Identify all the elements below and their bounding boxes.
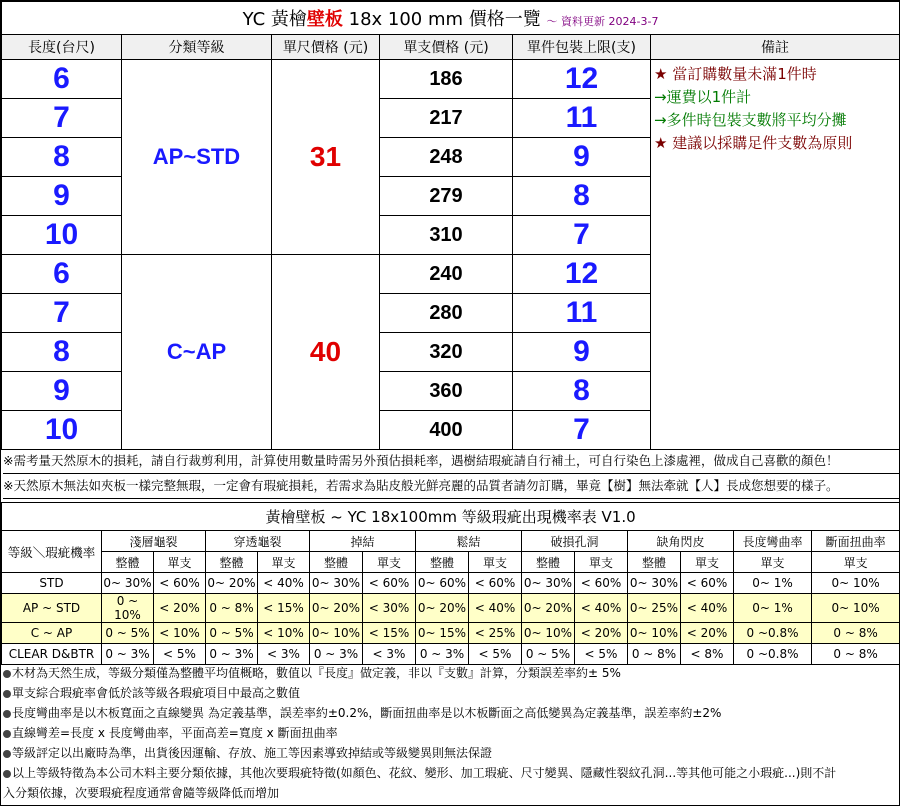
defect-row (2, 573, 900, 594)
defect-row (2, 644, 900, 665)
each-price-cell: 217 (380, 99, 513, 138)
defect-value-cell: 0~ 20% (522, 594, 575, 623)
defect-title: 黃檜壁板 ~ YC 18x100mm 等級瑕疵出現機率表 V1.0 (2, 503, 900, 531)
price-title (2, 2, 900, 35)
each-price-cell: 279 (380, 177, 513, 216)
pack-cell: 9 (513, 138, 651, 177)
category-header: 破損孔洞 (522, 531, 628, 552)
each-price-cell: 186 (380, 60, 513, 99)
defect-value-cell: < 60% (681, 573, 734, 594)
defect-value-cell: < 25% (469, 623, 522, 644)
footnote: 直線彎差=長度 x 長度彎曲率，平面高差=寬度 x 斷面扭曲率 (3, 723, 899, 743)
defect-value-cell: 0~ 20% (310, 594, 363, 623)
note-4: ★ 建議以採購足件支數為原則 (654, 134, 853, 152)
defect-grade-cell: STD (2, 573, 102, 594)
footnote: 長度彎曲率是以木板寬面之直線變異 為定義基準，誤差率約±0.2%，斷面扭曲率是以木板斷面之高低變異為定義基準，誤差率約±2% (3, 703, 899, 723)
title-suffix: 18x 100 mm 價格一覽 (342, 9, 541, 30)
sub-whole: 整體 (310, 552, 363, 573)
defect-value-cell: < 30% (363, 594, 416, 623)
pack-cell: 8 (513, 177, 651, 216)
remarks (1, 449, 899, 499)
sub-single: 單支 (363, 552, 416, 573)
defect-value-cell: 0~ 10% (310, 623, 363, 644)
defect-value-cell: 0 ~ 5% (102, 623, 154, 644)
pack-cell: 11 (513, 99, 651, 138)
sub-single: 單支 (734, 552, 812, 573)
defect-grade-cell: CLEAR D&BTR (2, 644, 102, 665)
note-2: →運費以1件計 (654, 88, 752, 106)
title-highlight: 壁板 (306, 9, 343, 30)
defect-value-cell: 0 ~0.8% (734, 623, 812, 644)
sub-whole: 整體 (628, 552, 681, 573)
pack-cell: 7 (513, 216, 651, 255)
sub-whole: 整體 (206, 552, 258, 573)
bullet-icon (3, 770, 11, 778)
defect-value-cell: 0~ 20% (416, 594, 469, 623)
sub-single: 單支 (681, 552, 734, 573)
pack-cell: 12 (513, 60, 651, 99)
pack-cell: 8 (513, 372, 651, 411)
footnotes (1, 663, 899, 803)
price-row (2, 60, 900, 99)
defect-grade-cell: AP ~ STD (2, 594, 102, 623)
defect-value-cell: 0 ~ 8% (206, 594, 258, 623)
remark-1: ※需考量天然原木的損耗，請自行裁剪利用，計算使用數量時需另外預估損耗率，遇樹結瑕疵請自行補土，可自行染色上漆處裡，做成自己喜歡的顏色！ (3, 449, 899, 474)
grade-cell: C~AP (122, 255, 272, 450)
length-cell: 8 (2, 333, 122, 372)
defect-grade-cell: C ~ AP (2, 623, 102, 644)
defect-value-cell: < 20% (575, 623, 628, 644)
header-unit-price: 單尺價格 (元) (272, 35, 380, 60)
footnote: 木材為天然生成，等級分類僅為整體平均值概略，數值以『長度』做定義，非以『支數』計算，分類誤差率約± 5% (3, 663, 899, 683)
sub-single: 單支 (469, 552, 522, 573)
footnote-continued: 入分類依據，次要瑕疵程度通常會隨等級降低而增加 (3, 786, 280, 800)
defect-table (1, 502, 900, 665)
sub-single: 單支 (154, 552, 206, 573)
defect-value-cell: 0~ 30% (102, 573, 154, 594)
title-prefix: YC 黃檜 (242, 9, 307, 30)
defect-value-cell: < 10% (154, 623, 206, 644)
length-cell: 6 (2, 255, 122, 294)
unit-price-cell: 31 (272, 60, 380, 255)
defect-value-cell: 0~ 30% (310, 573, 363, 594)
defect-value-cell: 0 ~ 10% (102, 594, 154, 623)
category-header: 鬆結 (416, 531, 522, 552)
defect-value-cell: 0~ 10% (812, 594, 900, 623)
defect-value-cell: 0 ~ 3% (416, 644, 469, 665)
length-cell: 10 (2, 216, 122, 255)
corner-label: 等級＼瑕疵機率 (2, 531, 102, 573)
defect-value-cell: < 20% (154, 594, 206, 623)
defect-value-cell: 0 ~ 3% (206, 644, 258, 665)
defect-value-cell: 0 ~ 3% (310, 644, 363, 665)
defect-value-cell: 0~ 25% (628, 594, 681, 623)
header-grade: 分類等級 (122, 35, 272, 60)
length-cell: 9 (2, 177, 122, 216)
footnote: 以上等級特徵為本公司木料主要分類依據，其他次要瑕疵特徵(如顏色、花紋、變形、加工瑕疵、尺寸變異、隱藏性裂紋孔洞...等其他可能之小瑕疵...)則不計 (3, 763, 899, 783)
notes-cell (651, 60, 900, 450)
defect-value-cell: < 40% (575, 594, 628, 623)
defect-value-cell: < 3% (363, 644, 416, 665)
sub-whole: 整體 (522, 552, 575, 573)
pack-cell: 7 (513, 411, 651, 450)
defect-value-cell: < 15% (258, 594, 310, 623)
defect-value-cell: < 60% (469, 573, 522, 594)
footnote: 單支綜合瑕疵率會低於該等級各瑕疵項目中最高之數值 (3, 683, 899, 703)
category-header: 穿透龜裂 (206, 531, 310, 552)
defect-value-cell: < 40% (681, 594, 734, 623)
pack-cell: 12 (513, 255, 651, 294)
defect-value-cell: 0~ 20% (206, 573, 258, 594)
header-notes: 備註 (651, 35, 900, 60)
each-price-cell: 360 (380, 372, 513, 411)
defect-subheader-row (2, 552, 900, 573)
length-cell: 8 (2, 138, 122, 177)
sub-whole: 整體 (416, 552, 469, 573)
bullet-icon (3, 730, 11, 738)
category-header: 斷面扭曲率 (812, 531, 900, 552)
defect-value-cell: < 3% (258, 644, 310, 665)
category-header: 淺層龜裂 (102, 531, 206, 552)
each-price-cell: 400 (380, 411, 513, 450)
pack-cell: 11 (513, 294, 651, 333)
defect-value-cell: 0~ 15% (416, 623, 469, 644)
length-cell: 7 (2, 294, 122, 333)
length-cell: 10 (2, 411, 122, 450)
sub-single: 單支 (575, 552, 628, 573)
defect-value-cell: 0 ~0.8% (734, 644, 812, 665)
each-price-cell: 240 (380, 255, 513, 294)
category-header: 長度彎曲率 (734, 531, 812, 552)
defect-value-cell: 0~ 10% (812, 573, 900, 594)
defect-value-cell: 0~ 1% (734, 573, 812, 594)
defect-value-cell: < 8% (681, 644, 734, 665)
bullet-icon (3, 690, 11, 698)
defect-row (2, 594, 900, 623)
bullet-icon (3, 670, 11, 678)
header-length: 長度(台尺) (2, 35, 122, 60)
defect-value-cell: < 40% (258, 573, 310, 594)
header-each-price: 單支價格 (元) (380, 35, 513, 60)
bullet-icon (3, 710, 11, 718)
grade-cell: AP~STD (122, 60, 272, 255)
defect-value-cell: 0 ~ 8% (628, 644, 681, 665)
length-cell: 7 (2, 99, 122, 138)
defect-value-cell: 0~ 30% (628, 573, 681, 594)
each-price-cell: 310 (380, 216, 513, 255)
defect-value-cell: 0 ~ 5% (206, 623, 258, 644)
defect-value-cell: 0~ 10% (522, 623, 575, 644)
defect-value-cell: < 20% (681, 623, 734, 644)
category-header: 掉結 (310, 531, 416, 552)
defect-value-cell: < 60% (575, 573, 628, 594)
category-header: 缺角閃皮 (628, 531, 734, 552)
remark-2: ※天然原木無法如夾板一樣完整無瑕，一定會有瑕疵損耗，若需求為貼皮般光鮮亮麗的品質者請勿訂購，畢竟【樹】無法牽就【人】長成您想要的樣子。 (3, 474, 899, 499)
defect-value-cell: 0 ~ 5% (522, 644, 575, 665)
each-price-cell: 320 (380, 333, 513, 372)
pack-cell: 9 (513, 333, 651, 372)
footnote: 等級評定以出廠時為準，出貨後因運輸、存放、施工等因素導致掉結或等級變異則無法保證 (3, 743, 899, 763)
bullet-icon (3, 750, 11, 758)
defect-value-cell: 0 ~ 3% (102, 644, 154, 665)
update-note: ～ 資料更新 2024-3-7 (546, 15, 659, 28)
each-price-cell: 248 (380, 138, 513, 177)
sub-whole: 整體 (102, 552, 154, 573)
note-3: →多件時包裝支數將平均分攤 (654, 111, 847, 129)
defect-header-row (2, 531, 900, 552)
header-pack-limit: 單件包裝上限(支) (513, 35, 651, 60)
price-table (1, 1, 900, 450)
defect-value-cell: 0 ~ 8% (812, 644, 900, 665)
note-1: ★ 當訂購數量未滿1件時 (654, 65, 817, 83)
defect-row (2, 623, 900, 644)
length-cell: 6 (2, 60, 122, 99)
unit-price-cell: 40 (272, 255, 380, 450)
sub-single: 單支 (258, 552, 310, 573)
defect-value-cell: < 40% (469, 594, 522, 623)
defect-value-cell: < 5% (154, 644, 206, 665)
price-header-row (2, 35, 900, 60)
defect-value-cell: < 15% (363, 623, 416, 644)
defect-value-cell: < 60% (154, 573, 206, 594)
defect-value-cell: 0~ 30% (522, 573, 575, 594)
defect-value-cell: < 5% (575, 644, 628, 665)
defect-value-cell: 0~ 10% (628, 623, 681, 644)
defect-value-cell: 0~ 60% (416, 573, 469, 594)
defect-value-cell: 0~ 1% (734, 594, 812, 623)
defect-value-cell: < 5% (469, 644, 522, 665)
length-cell: 9 (2, 372, 122, 411)
each-price-cell: 280 (380, 294, 513, 333)
sub-single: 單支 (812, 552, 900, 573)
defect-value-cell: < 10% (258, 623, 310, 644)
defect-value-cell: < 60% (363, 573, 416, 594)
defect-value-cell: 0 ~ 8% (812, 623, 900, 644)
